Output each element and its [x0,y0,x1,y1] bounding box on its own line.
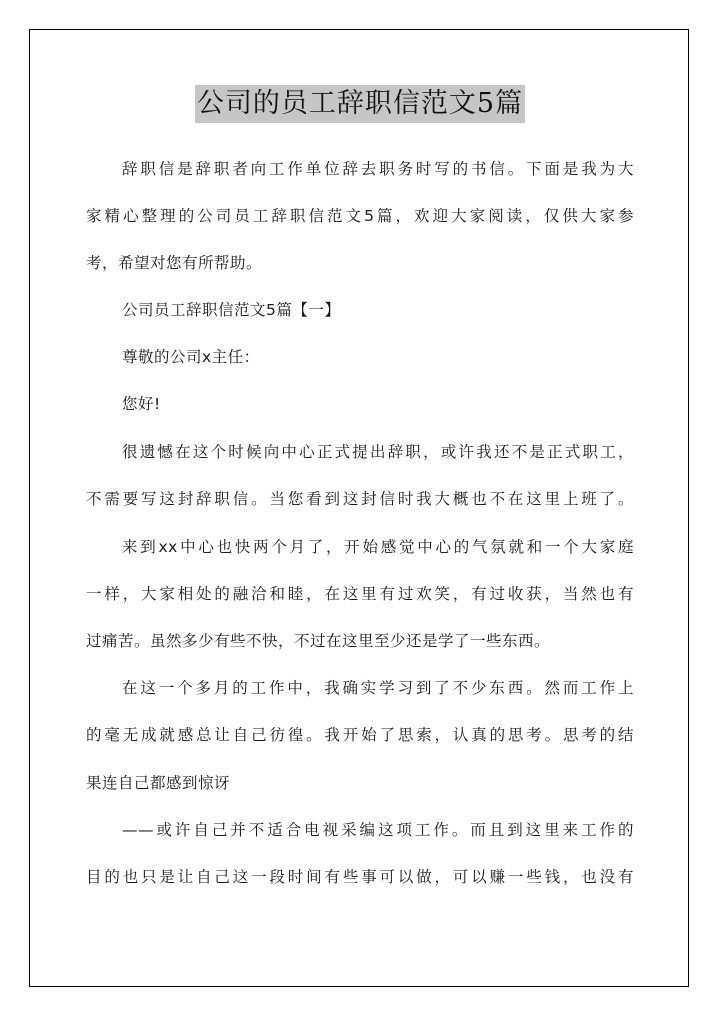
paragraph-line: 考，希望对您有所帮助。 [86,254,263,272]
paragraph-line: 在这一个多月的工作中，我确实学习到了不少东西。然而工作上 [122,679,634,697]
title-container [0,85,720,123]
paragraph-line: 的毫无成就感总让自己彷徨。我开始了思索，认真的思考。思考的结 [86,726,634,744]
paragraph-line: 辞职信是辞职者向工作单位辞去职务时写的书信。下面是我为大 [122,160,634,178]
salutation: 尊敬的公司x主任： [122,348,260,366]
paragraph-line: 很遗憾在这个时候向中心正式提出辞职，或许我还不是正式职工， [122,443,634,461]
paragraph-line: 果连自己都感到惊讶 [86,774,231,792]
paragraph-line: 目的也只是让自己这一段时间有些事可以做，可以赚一些钱，也没有 [86,868,634,886]
section-heading: 公司员工辞职信范文5篇【一】 [122,301,341,319]
document-title: 公司的员工辞职信范文5篇 [195,85,525,123]
paragraph-line: 家精心整理的公司员工辞职信范文5篇，欢迎大家阅读，仅供大家参 [86,207,634,225]
paragraph-line: ——或许自己并不适合电视采编这项工作。而且到这里来工作的 [122,821,634,839]
paragraph-line: 不需要写这封辞职信。当您看到这封信时我大概也不在这里上班了。 [86,490,634,508]
greeting: 您好! [122,395,161,413]
paragraph-line: 来到xx中心也快两个月了，开始感觉中心的气氛就和一个大家庭 [122,538,634,556]
paragraph-line: 一样，大家相处的融洽和睦，在这里有过欢笑，有过收获，当然也有 [86,585,634,603]
paragraph-line: 过痛苦。虽然多少有些不快，不过在这里至少还是学了一些东西。 [86,632,551,650]
